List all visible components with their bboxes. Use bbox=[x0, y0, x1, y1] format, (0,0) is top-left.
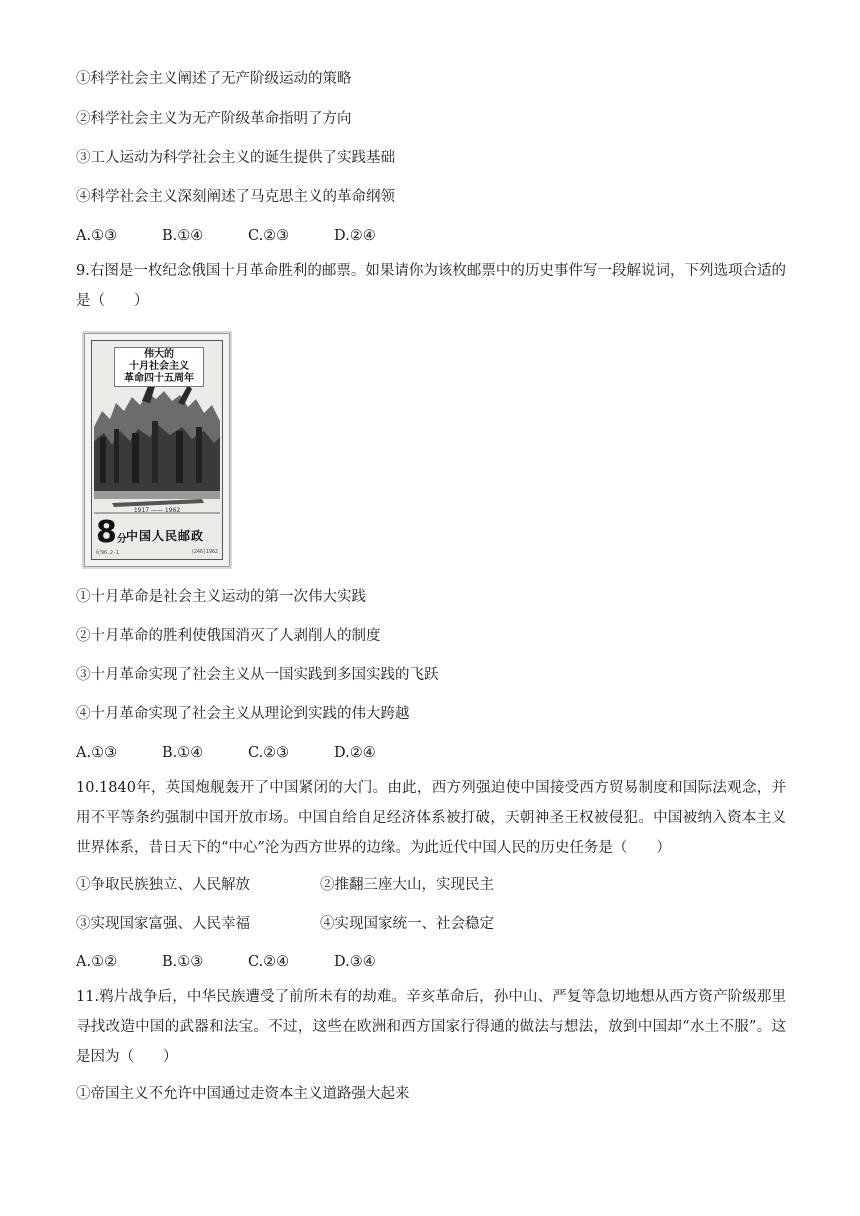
stamp-years: 1917 —— 1962 bbox=[133, 507, 181, 514]
q8-option-3: ③工人运动为科学社会主义的诞生提供了实践基础 bbox=[76, 150, 395, 166]
q9-choice-a: A.①③ bbox=[76, 745, 118, 761]
q8-choice-d: D.②④ bbox=[334, 228, 376, 244]
q10-answer-choices bbox=[76, 952, 420, 972]
stamp-title: 伟大的 十月社会主义 革命四十五周年 bbox=[114, 347, 204, 387]
stamp-country-name: 中国人民邮政 bbox=[126, 529, 205, 543]
q9-choice-b: B.①④ bbox=[162, 745, 204, 761]
q8-option-1: ①科学社会主义阐述了无产阶级运动的策略 bbox=[76, 71, 352, 87]
q9-stem: 9.右图是一枚纪念俄国十月革命胜利的邮票。如果请你为该枚邮票中的历史事件写一段解说词，下列选项合适的是（ ） bbox=[76, 263, 786, 309]
q10-stem: 10.1840年，英国炮舰轰开了中国紧闭的大门。由此，西方列强迫使中国接受西方贸易制度和国际法观念，并用不平等条约强制中国开放市场。中国自给自足经济体系被打破，天朝神圣王权被侵犯。中国被纳入资本主义世界体系，昔日天下的“中心”沦为西方世界的边缘。为此近代中国人民的历史任务是（ ） bbox=[76, 780, 786, 856]
q9-option-2: ②十月革命的胜利使俄国消灭了人剥削人的制度 bbox=[76, 628, 381, 644]
q11-stem: 11.鸦片战争后，中华民族遭受了前所未有的劫难。辛亥革命后，孙中山、严复等急切地想从西方资产阶级那里寻找改造中国的武器和法宝。不过，这些在欧洲和西方国家行得通的做法与想法，放到中国却“水土不服”。这是因为（ ） bbox=[76, 989, 786, 1065]
q10-choice-c: C.②④ bbox=[248, 954, 290, 970]
q8-answer-choices bbox=[76, 226, 420, 246]
q9-choice-c: C.②③ bbox=[248, 745, 290, 761]
q8-choice-c: C.②③ bbox=[248, 228, 290, 244]
q10-options-row-2 bbox=[76, 914, 494, 934]
q9-option-3: ③十月革命实现了社会主义从一国实践到多国实践的飞跃 bbox=[76, 667, 439, 683]
q10-choice-a: A.①② bbox=[76, 954, 118, 970]
q9-answer-choices bbox=[76, 743, 420, 763]
q10-option-4: ④实现国家统一、社会稳定 bbox=[320, 916, 494, 932]
q8-choice-b: B.①④ bbox=[162, 228, 204, 244]
q11-option-1: ①帝国主义不允许中国通过走资本主义道路强大起来 bbox=[76, 1086, 410, 1102]
q10-choice-b: B.①③ bbox=[162, 954, 204, 970]
q8-option-2: ②科学社会主义为无产阶级革命指明了方向 bbox=[76, 111, 352, 127]
q10-option-2: ②推翻三座大山，实现民主 bbox=[320, 877, 494, 893]
q9-option-1: ①十月革命是社会主义运动的第一次伟大实践 bbox=[76, 589, 366, 605]
october-revolution-stamp-image bbox=[84, 333, 230, 567]
stamp-face-value: 8分 bbox=[96, 515, 127, 550]
q8-choice-a: A.①③ bbox=[76, 228, 118, 244]
q9-choice-d: D.②④ bbox=[334, 745, 376, 761]
q8-option-4: ④科学社会主义深刻阐述了马克思主义的革命纲领 bbox=[76, 189, 395, 205]
q9-option-4: ④十月革命实现了社会主义从理论到实践的伟大跨越 bbox=[76, 706, 410, 722]
q10-option-3: ③实现国家富强、人民幸福 bbox=[76, 916, 250, 932]
q10-choice-d: D.③④ bbox=[334, 954, 376, 970]
stamp-codes: 纪96.2-1 (246)1962 bbox=[96, 549, 218, 556]
q10-option-1: ①争取民族独立、人民解放 bbox=[76, 877, 250, 893]
q10-options-row-1 bbox=[76, 875, 494, 895]
